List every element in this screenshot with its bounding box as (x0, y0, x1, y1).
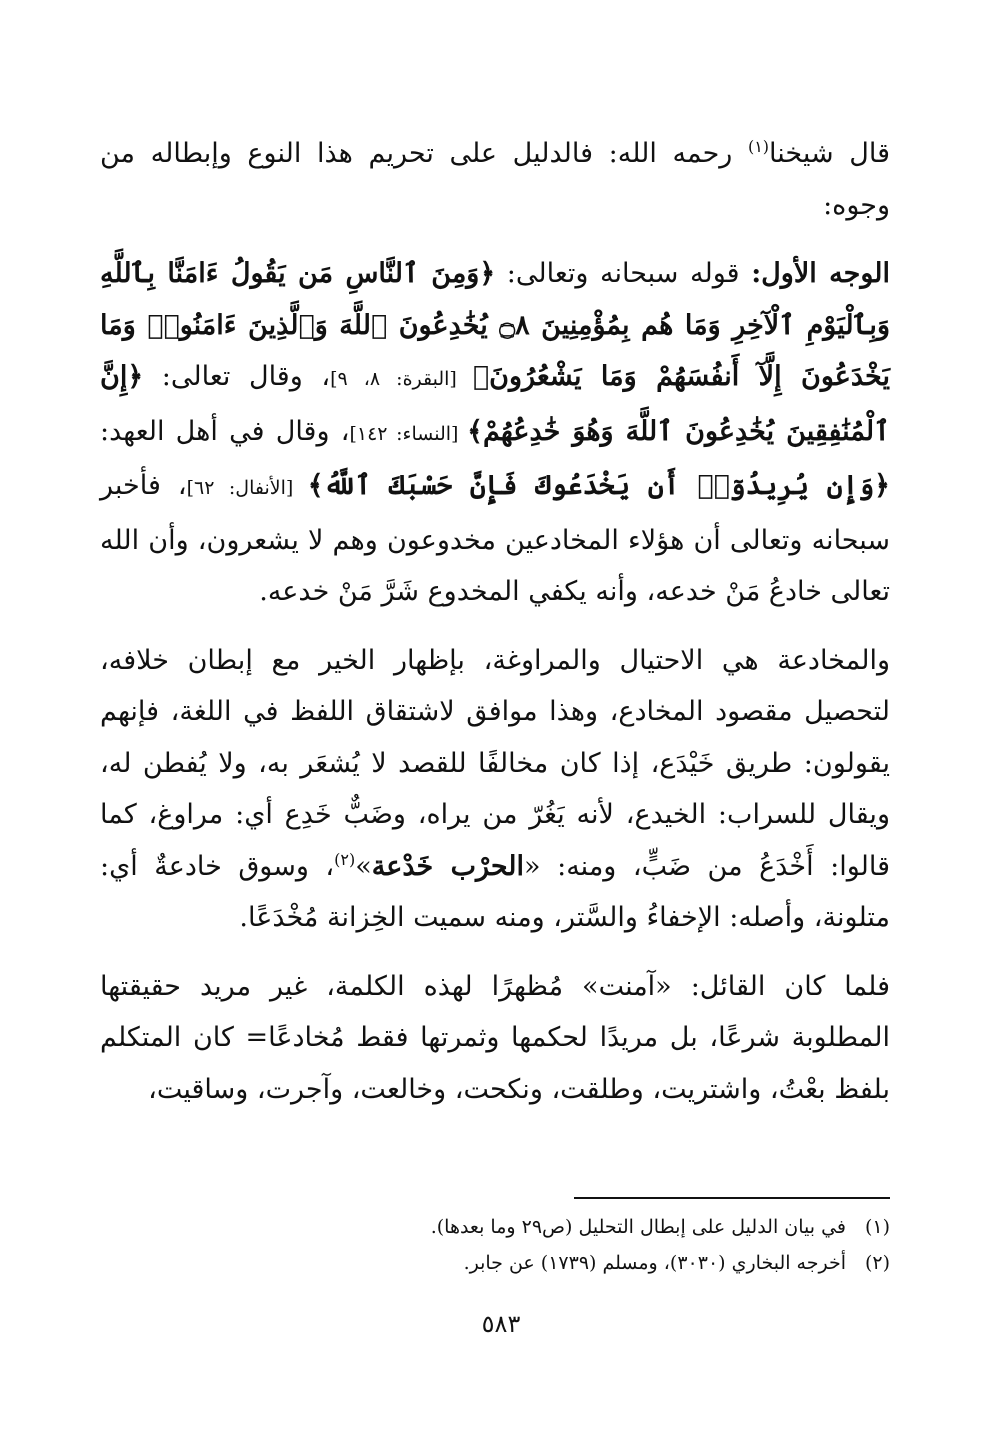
hadith-quote: الحرْب خَدْعة (371, 850, 525, 882)
page-body (100, 128, 890, 1115)
paragraph-definition (100, 635, 890, 944)
footnote-divider (574, 1197, 890, 1199)
first-aspect-intro: قوله سبحانه وتعالى: (495, 258, 752, 289)
application-text: فلما كان القائل: «آمنت» مُظهرًا لهذه الكلمة، غير مريد حقيقتها المطلوبة شرعًا، بل مريدًا لحكمها وثمرتها فقط مُخادعًا= كان المتكلم بلفظ بعْتُ، واشتريت، وطلقت، ونكحت، وخالعت، وآجرت، وساقيت، (100, 970, 890, 1105)
footnote-1 (100, 1209, 890, 1245)
page-number: ٥٨٣ (481, 1310, 521, 1338)
footnote-marker-2[interactable]: (٢) (334, 849, 356, 869)
footnote-1-number: (١) (864, 1216, 890, 1238)
verse-reference-anfal: [الأنفال: ٦٢] (186, 477, 308, 499)
connector-text-1: ، وقال تعالى: (143, 361, 331, 392)
footnote-1-text: في بيان الدليل على إبطال التحليل (ص٢٩ وما بعدها). (430, 1216, 846, 1238)
footnote-2-text: أخرجه البخاري (٣٠٣٠)، ومسلم (١٧٣٩) عن جابر. (463, 1252, 846, 1274)
connector-text-2: ، وقال في أهل العهد: (100, 415, 350, 447)
intro-text-b: رحمه الله: فالدليل على تحريم هذا النوع وإبطاله من وجوه: (100, 138, 890, 221)
footnote-2 (100, 1245, 890, 1281)
paragraph-intro (100, 128, 890, 231)
footnotes-section (100, 1197, 890, 1281)
footnote-marker-1[interactable]: (١) (747, 137, 770, 156)
quran-verse-baqarah: ﴿وَمِنَ ٱلنَّاسِ مَن يَقُولُ ءَامَنَّا بِٱللَّهِ وَبِٱلْيَوْمِ ٱلْآخِرِ وَمَا هُم بِمُؤْمِنِينَ ۝٨ يُخَٰدِعُونَ ٱللَّهَ وَٱلَّذِينَ ءَامَنُوا۟ وَمَا يَخْدَعُونَ إِلَّآ أَنفُسَهُمْ وَمَا يَشْعُرُونَ﴾ (100, 258, 891, 392)
section-heading: الوجه الأول: (751, 258, 890, 289)
paragraph-application (100, 961, 890, 1116)
footnote-2-number: (٢) (864, 1252, 890, 1274)
definition-text-b: ، وسوق خادعةٌ أي: متلونة، وأصله: الإخفاءُ والسَّتر، ومنه سميت الخِزانة مُخْدَعًا. (100, 850, 890, 933)
quote-close: » (355, 850, 372, 882)
definition-text-a: والمخادعة هي الاحتيال والمراوغة، بإظهار الخير مع إبطان خلافه، لتحصيل مقصود المخادع، وهذا موافق لاشتقاق اللفظ في اللغة، فإنهم يقولون: طريق خَيْدَع، إذا كان مخالفًا للقصد لا يُشعَر به، ولا يُفطن له، ويقال للسراب: الخيدع، لأنه يَغُرّ من يراه، وضَبٌّ خَدِع أي: مراوغ، كما قالوا: أَخْدَعُ من ضَبٍّ، ومنه: « (100, 644, 891, 882)
paragraph-first-aspect (100, 248, 890, 618)
intro-text-a: قال شيخنا (769, 138, 890, 169)
quran-verse-anfal: ﴿وَإِن يُرِيدُوٓا۟ أَن يَخْدَعُوكَ فَإِنَّ حَسْبَكَ ٱللَّهُ﴾ (307, 470, 890, 501)
quran-verse-nisa: ﴿إِنَّ ٱلْمُنَٰفِقِينَ يُخَٰدِعُونَ ٱللَّهَ وَهُوَ خَٰدِعُهُمْ﴾ (100, 361, 890, 447)
verse-reference-nisa: [النساء: ١٤٢] (349, 422, 468, 445)
verse-reference-baqarah: [البقرة: ٨، ٩] (330, 368, 473, 390)
first-aspect-conclusion: ، فأخبر سبحانه وتعالى أن هؤلاء المخادعين مخدوعون وهم لا يشعرون، وأن الله تعالى خادعُ مَنْ خدعه، وأنه يكفي المخدوع شَرَّ مَنْ خدعه. (100, 470, 890, 607)
